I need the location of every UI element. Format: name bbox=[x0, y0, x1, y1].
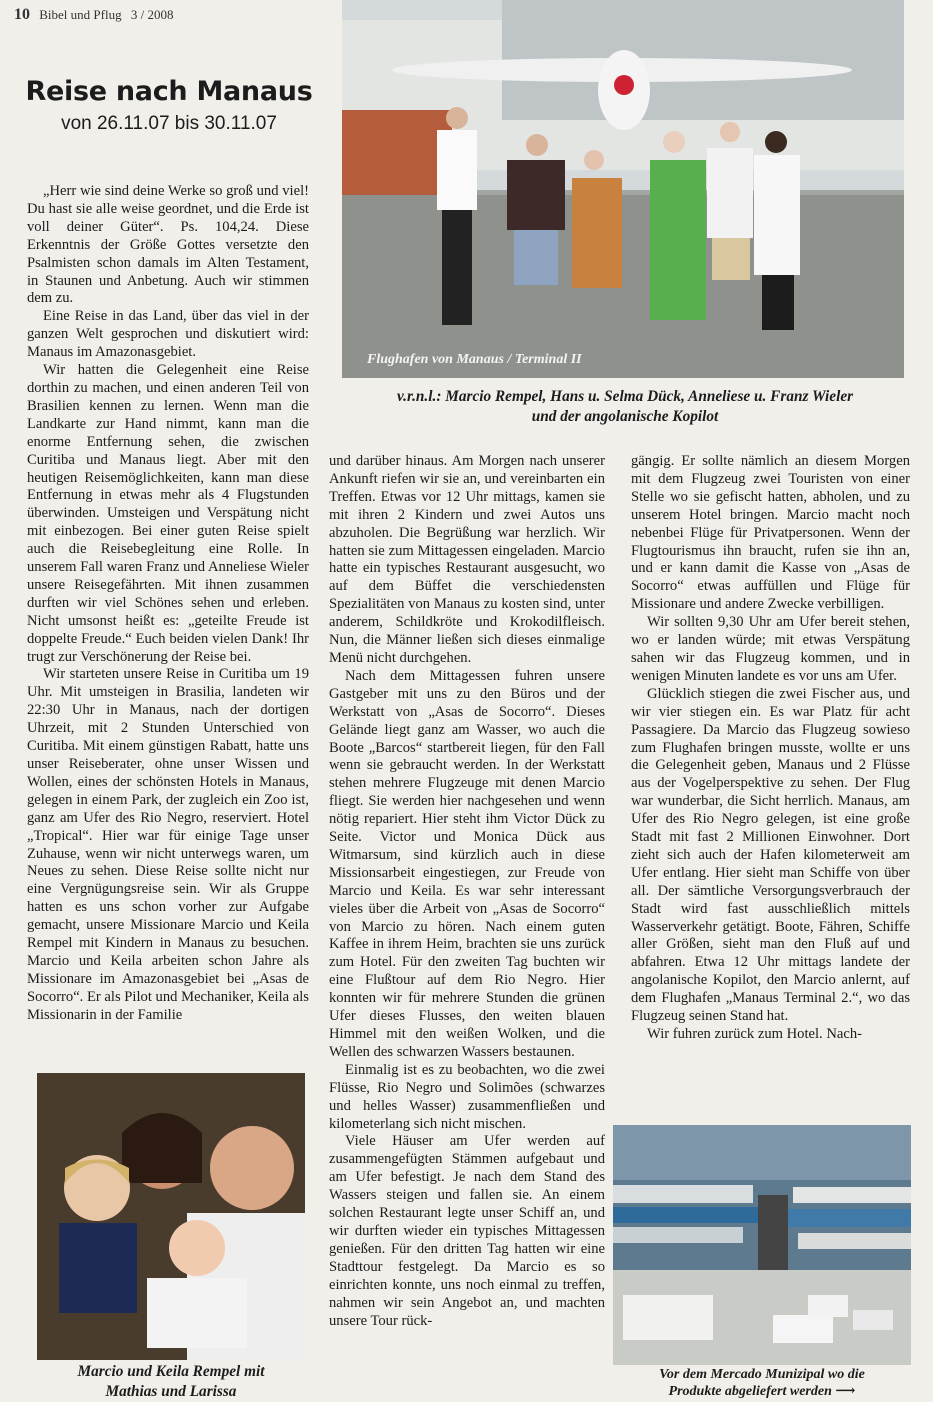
paragraph: „Herr wie sind deine Werke so groß und viel! Du hast sie alle weise geordnet, und die Erde ist voll deiner Güter“. Ps. 104,24. Diese Erkenntnis der Größe Gottes versetzte den Psalmisten schon damals im Alten Testament, in Staunen und Anbetung. Auch wir stimmen dem zu. bbox=[27, 183, 309, 307]
page-number: 10 bbox=[14, 6, 30, 23]
article-column-2 bbox=[329, 453, 605, 1398]
family-photo-caption bbox=[37, 1362, 305, 1402]
paragraph: Wir sollten 9,30 Uhr am Ufer bereit stehen, wo er landen würde; mit etwas Verspätung sahen wir das Flugzeug kommen, und in wenigen Minuten landete es vor uns am Ufer. bbox=[631, 614, 910, 684]
article-column-1 bbox=[27, 183, 309, 1073]
caption-line: und der angolanische Kopilot bbox=[531, 408, 719, 425]
caption-text: Produkte abgeliefert werden bbox=[668, 1384, 832, 1399]
paragraph: Nach dem Mittagessen fuhren unsere Gastgeber mit uns zu den Büros und der Werkstatt von „Asas de Socorro“. Dieses Gelände liegt ganz am Wasser, wo auch die Boote „Barcos“ startbereit liegen, für den Fall wenn sie gebraucht werden. In der Werkstatt stehen mehrere Flugzeuge mit denen Marcio fliegt. Sie werden hier nachgesehen und wenn nötig repariert. Hier steht ihm Victor Dück zu Seite. Victor und Monica Dück aus Witmarsum, sind kürzlich auch in diese Missionsarbeit eingestiegen, zur Freude von Marcio und Keila. Es war sehr interessant vieles über die Arbeit von „Asas de Socorro“ von Marcio zu hören. Nach einem guten Kaffee in ihrem Heim, brachten sie uns zurück zum Hotel. Für den zweiten Tag buchten wir eine Flußtour auf dem Rio Negro. Hier konnten wir für mehrere Stunden die grünen Ufer dieses Flusses, den weiten blauen Himmel mit den weißen Wolken, und die Wellen des schwarzen Wassers bestaunen. bbox=[329, 667, 605, 1060]
paragraph: Wir starteten unsere Reise in Curitiba um 19 Uhr. Mit umsteigen in Brasilia, landeten wir 22:30 Uhr in Manaus, nach der dortigen Uhrzeit, mit 2 Stunden Unterschied von Curitiba. Mit einem günstigen Rabatt, hatte uns unser Reiseberater, ohne unser Wissen und Wollen, eines der schönsten Hotels in Manaus, gelegen in einem Park, der zugleich ein Zoo ist, ganz am Ufer des Rio Negro, reserviert. Hotel „Tropical“. Hier war für einige Tage unser Zuhause, wenn wir nicht unterwegs waren, um Neues zu sehen. Diese Reise sollte nicht nur eine Vergnügungsreise sein. Wir als Gruppe hatten es uns schon vorher zur Aufgabe gemacht, unsere Missionare Marcio und Keila Rempel mit Kindern in Manaus zu besuchen. Marcio und Keila arbeiten schon Jahre als Missionare im Amazonasgebiet bei „Asas de Socorro“. Er als Pilot und Mechaniker, Keila als Missionarin in der Familie bbox=[27, 666, 309, 1023]
paragraph: Eine Reise in das Land, über das viel in der ganzen Welt gesprochen und diskutiert wird: Manaus im Amazonasgebiet. bbox=[27, 308, 309, 361]
photo-overlay-label: Flughafen von Manaus / Terminal II bbox=[367, 352, 582, 367]
airport-scene-illustration bbox=[342, 0, 904, 378]
article-title: Reise nach Manaus bbox=[25, 76, 313, 107]
journal-name: Bibel und Pflug bbox=[39, 7, 122, 22]
airport-photo-caption bbox=[350, 387, 900, 427]
paragraph: gängig. Er sollte nämlich an diesem Morgen mit dem Flugzeug zwei Touristen von einer Stelle wo sie gefischt hatten, abholen, und zu unserem Hotel bringen. Marcio macht noch nebenbei Flüge für Privatpersonen. Wenn der Flugtourismus ihn braucht, rufen sie ihn an, und er kann damit die Kasse von „Asas de Socorro“ etwas auffüllen und Flüge für Missionare und andere Zwecke verbilligen. bbox=[631, 453, 910, 613]
family-photo-illustration bbox=[37, 1073, 305, 1360]
airport-group-photo bbox=[342, 0, 904, 378]
family-photo bbox=[37, 1073, 305, 1360]
caption-line bbox=[613, 1383, 911, 1400]
continue-arrow-icon: ⟶ bbox=[835, 1384, 856, 1399]
running-header bbox=[14, 6, 173, 24]
paragraph: Wir fuhren zurück zum Hotel. Nach- bbox=[647, 1026, 862, 1042]
paragraph: und darüber hinaus. Am Morgen nach unserer Ankunft riefen wir sie an, und vereinbarten ein Treffen. Etwas vor 12 Uhr mittags, kamen sie mit ihren 2 Kindern und zwei Autos uns abzuholen. Die Begrüßung war herzlich. Wir hatten sie zum Mittagessen eingeladen. Marcio hatte ein typisches Restaurant ausgesucht, wo auf dem Büffet die verschiedensten Spezialitäten von Manaus zu kosten sind, unter anderem, Schildkröte und Krokodilfleisch. Nun, die Männer ließen sich dieses einmalige Menü nicht durchgehen. bbox=[329, 453, 605, 666]
caption-line: v.r.n.l.: Marcio Rempel, Hans u. Selma Dück, Anneliese u. Franz Wieler bbox=[396, 388, 854, 405]
harbor-photo bbox=[613, 1125, 911, 1365]
paragraph: Einmalig ist es zu beobachten, wo die zwei Flüsse, Rio Negro und Solimões (schwarzes und helles Wasser) zusammenfließen und kilometerlang sich nicht mischen. bbox=[329, 1061, 605, 1132]
caption-line: Vor dem Mercado Munizipal wo die bbox=[659, 1367, 865, 1382]
paragraph: Wir hatten die Gelegenheit eine Reise dorthin zu machen, und einen anderen Teil von Brasilien kennen zu lernen. Wenn man die Landkarte zur Hand nimmt, kann man die enorme Entfernung sehen, die zwischen Curitiba und Manaus liegt. Aber mit den heutigen Reisemöglichkeiten, kann man diese Entfernung in etwas mehr als 4 Flugstunden überwinden. Umsteigen und Verspätung nicht mit einbezogen. Bei einer guten Reise spielt auch die Reisebegleitung eine Rolle. In unserem Fall waren Franz und Anneliese Wieler unsere Reisegefährten. Mit ihnen zusammen durften wir viel Schönes sehen und erleben. Nicht umsonst heißt es: „geteilte Freude ist doppelte Freude.“ Euch beiden vielen Dank! Ihr trugt zur Verschönerung der Reise bei. bbox=[27, 362, 309, 665]
article-column-3 bbox=[631, 453, 910, 1118]
article-subtitle: von 26.11.07 bis 30.11.07 bbox=[61, 113, 277, 134]
caption-line: Marcio und Keila Rempel mit bbox=[77, 1363, 265, 1380]
paragraph: Viele Häuser am Ufer werden auf zusammengefügten Stämmen aufgebaut und am Ufer befestigt. Je nach dem Stand des Wassers steigen und fallen sie. An einem solchen Restaurant legte unser Schiff an, und wir durften wieder ein typisches Mittagessen genießen. Für den dritten Tag hatten wir eine Stadttour festgelegt. Da Marcio es so einrichten konnte, uns noch einmal zu treffen, nahmen wir sein Angebot an, und machten unsere Tour rück- bbox=[329, 1133, 605, 1329]
paragraph: Glücklich stiegen die zwei Fischer aus, und wir vier stiegen ein. Es war Platz für acht Passagiere. Da Marcio das Flugzeug sowieso zum Flughafen bringen musste, wollte er uns die Gelegenheit geben, Manaus und 2 Flüsse aus der Vogelperspektive zu sehen. Der Flug war wunderbar, die Sicht herrlich. Manaus, am Ufer des Rio Negro gelegen, ist eine große Stadt mit fast 2 Millionen Einwohner. Dort zieht sich auch der Hafen kilometerweit am Ufer entlang. Hier sieht man Schiffe von über all. Der sämtliche Versorgungsverbrauch der Stadt wird fast ausschließlich mittels Wasserverkehr getätigt. Boote, Fähren, Schiffe aller Größen, sieht man den Fluß auf und abfahren. Etwa 12 Uhr mittags landete der angolanische Kopilot, den Marcio anlernt, auf dem Flughafen „Manaus Terminal 2.“, wo das Flugzeug seinen Stand hat. bbox=[631, 685, 910, 1025]
caption-line: Mathias und Larissa bbox=[105, 1383, 237, 1400]
harbor-scene-illustration bbox=[613, 1125, 911, 1365]
issue-number: 3 / 2008 bbox=[130, 7, 174, 22]
harbor-photo-caption bbox=[613, 1366, 911, 1400]
